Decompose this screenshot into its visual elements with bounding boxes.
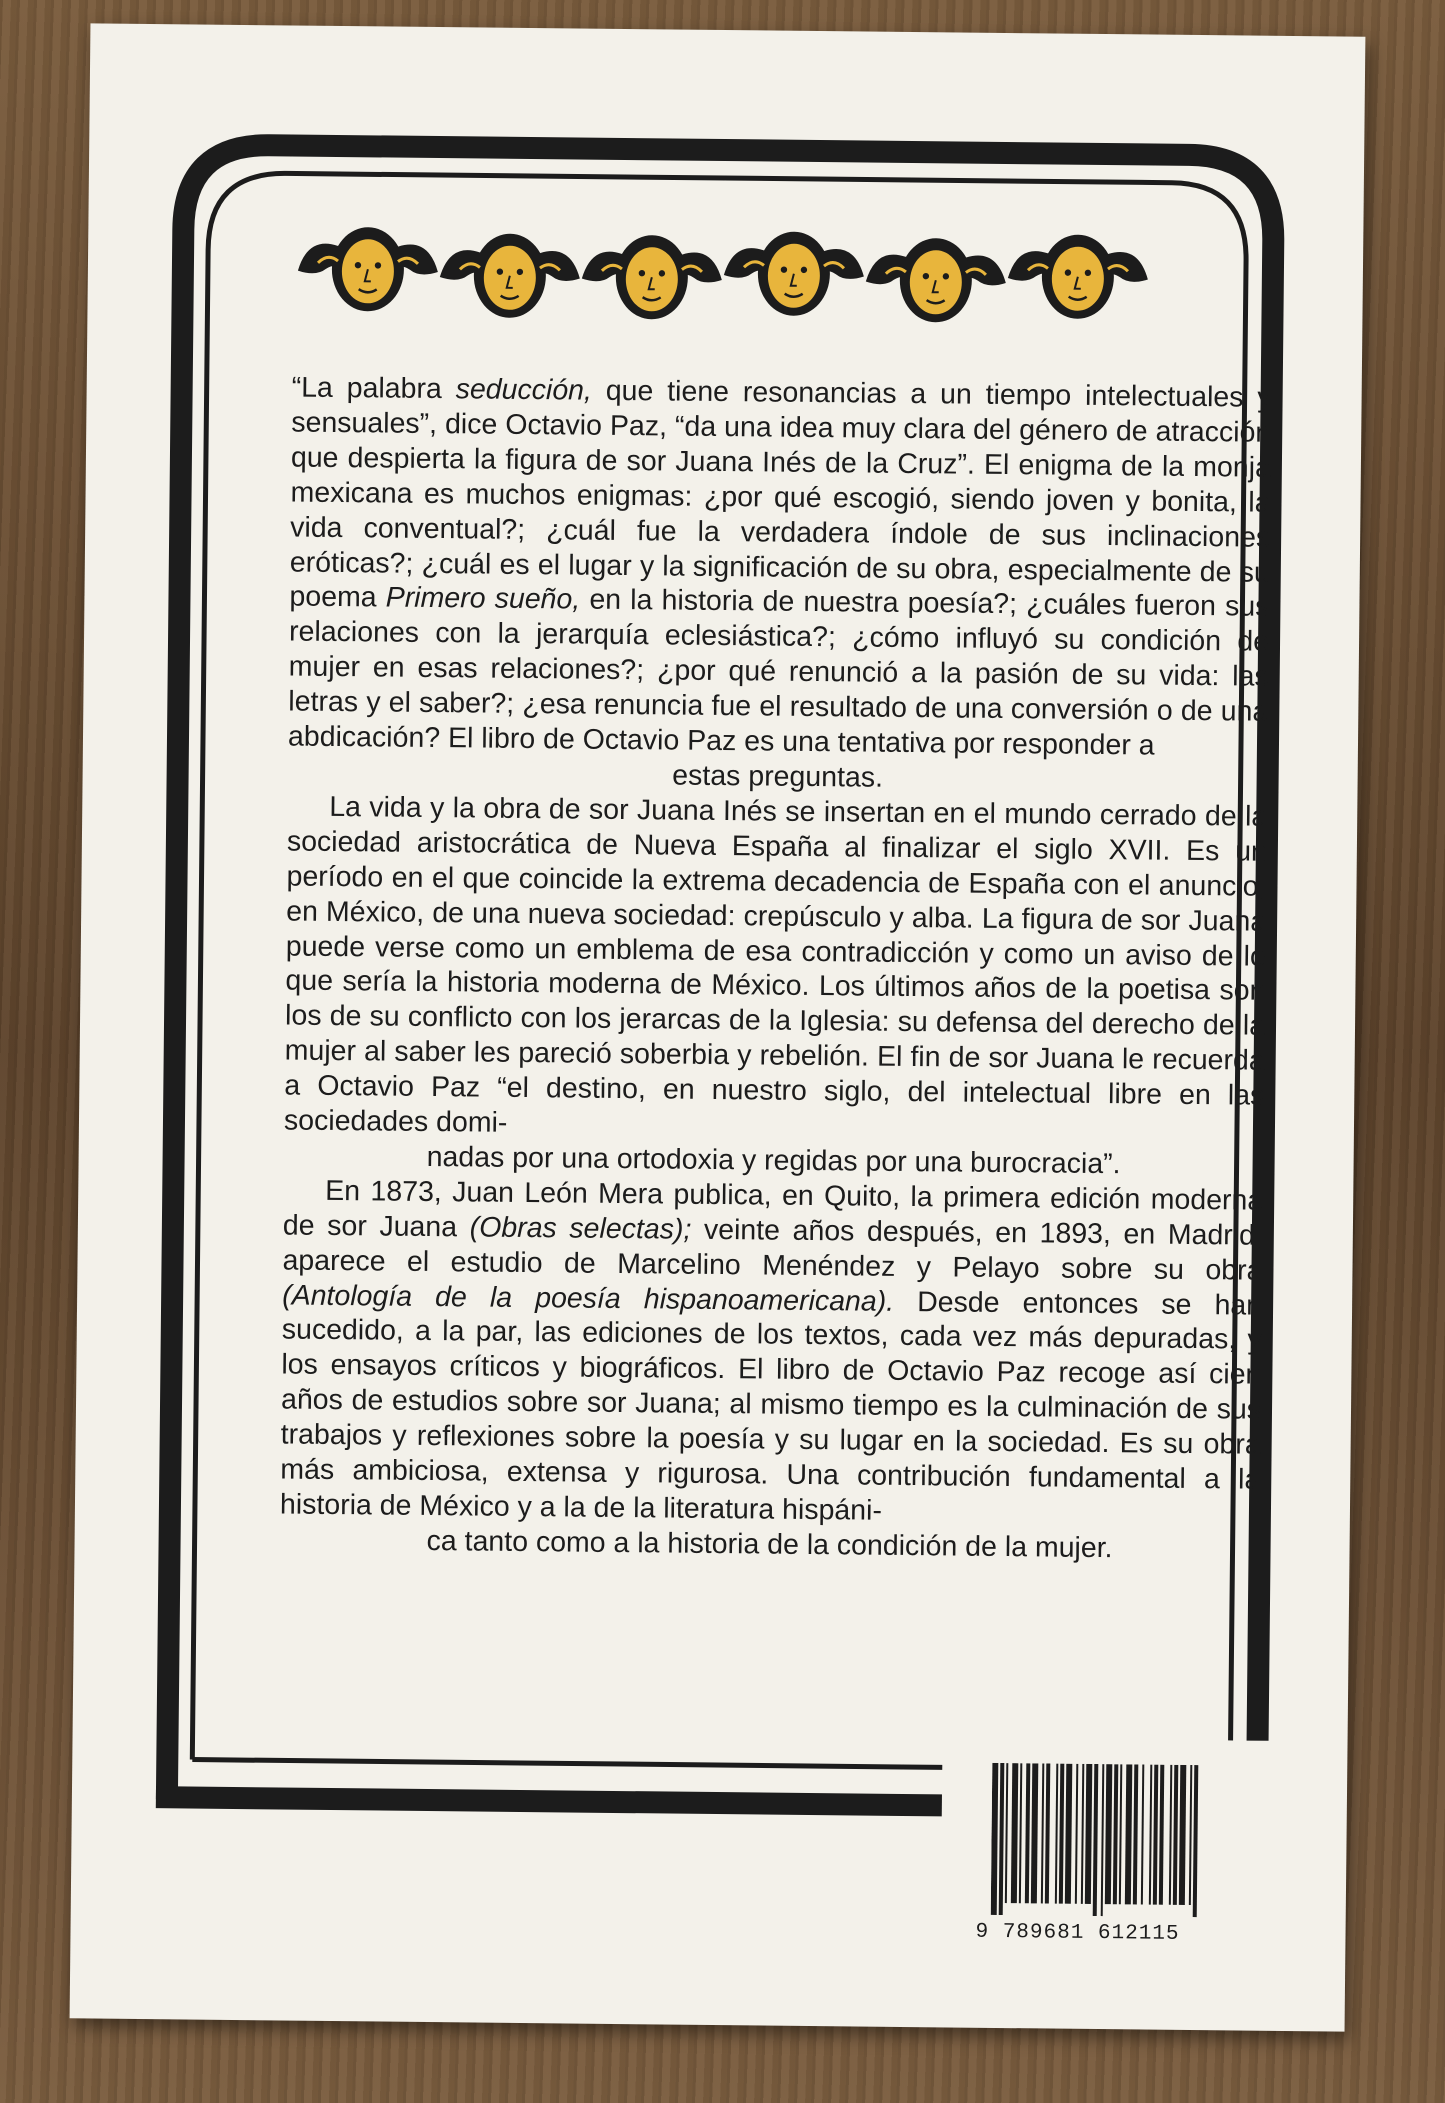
book-back-cover <box>70 23 1366 2031</box>
barcode-bar <box>1045 1763 1050 1903</box>
barcode-bar <box>1159 1765 1164 1905</box>
barcode-bar <box>1011 1763 1018 1903</box>
barcode-bar <box>1169 1765 1172 1905</box>
cherub-ornament-row <box>297 206 1158 335</box>
barcode-bar <box>991 1763 999 1915</box>
isbn-number: 9 789681 612115 <box>975 1920 1180 1946</box>
barcode-bar <box>1101 1764 1105 1916</box>
barcode-bar <box>1059 1764 1064 1904</box>
barcode-bar <box>1133 1764 1138 1904</box>
barcode-bar <box>1113 1764 1118 1904</box>
barcode-bar <box>1005 1763 1008 1903</box>
barcode-bar <box>1149 1765 1152 1905</box>
barcode-bar <box>1125 1764 1132 1904</box>
cherub-icon <box>1007 234 1148 319</box>
cherub-icon <box>723 231 864 316</box>
barcode-bar <box>1081 1764 1084 1904</box>
barcode-bar <box>1025 1763 1030 1903</box>
barcode-bar <box>1141 1764 1144 1904</box>
barcode-bar <box>1193 1765 1199 1917</box>
barcode-bar <box>1105 1764 1112 1904</box>
barcode-bar <box>1075 1764 1078 1904</box>
barcode-bar <box>1173 1765 1178 1905</box>
barcode-bar <box>1041 1763 1044 1903</box>
cherub-icon <box>297 227 438 312</box>
barcode-bar <box>1189 1765 1192 1905</box>
barcode <box>991 1763 1243 1921</box>
blurb-paragraph-2: La vida y la obra de sor Juana Inés se insertan en el mundo cerrado de la sociedad aristocrática de Nueva España al finalizar el siglo XVII. Es un período en el que coincide la extrema decadencia de España con el anuncio, en México, de una nueva sociedad: crepúsculo y alba. La figura de sor Juana puede verse como un emblema de esa contradicción y como un aviso de lo que sería la historia moderna de México. Los últimos años de la poetisa son los de su conflicto con los jerarcas de la Iglesia: su defensa del derecho de la mujer al saber les pareció soberbia y rebelión. El fin de sor Juana le recuerda a Octavio Paz “el destino, en nuestro siglo, del intelectual libre en las sociedades domi- nadas por una ortodoxia y regidas por una burocracia”. <box>283 789 1267 1183</box>
barcode-bar <box>1085 1764 1092 1904</box>
barcode-bar <box>1119 1764 1122 1904</box>
cherub-icon <box>581 235 722 320</box>
blurb-text <box>279 371 1271 1568</box>
blurb-paragraph-3-last-line: ca tanto como a la historia de la condición de la mujer. <box>426 1524 1113 1565</box>
barcode-bar <box>1179 1765 1186 1905</box>
cherub-icon <box>439 233 580 318</box>
barcode-bar <box>1093 1764 1099 1916</box>
blurb-paragraph-1: “La palabra seducción, que tiene resonancias a un tiempo intelectuales y sensuales”, dice Octavio Paz, “da una idea muy clara del género de atracción que despierta la figura de sor Juana Inés de la Cruz”. El enigma de la monja mexicana es muchos enigmas: ¿por qué escogió, siendo joven y bonita, la vida conventual?; ¿cuál fue la verdadera índole de sus inclinaciones eróticas?; ¿cuál es el lugar y la significación de su obra, especialmente de su poema Primero sueño, en la historia de nuestra poesía?; ¿cuáles fueron sus relaciones con la jerarquía eclesiástica?; ¿cómo influyó su condición de mujer en esas relaciones?; ¿por qué renunció a la pasión de su vida: las letras y el saber?; ¿esa renuncia fue el resultado de una conversión o de una abdicación? El libro de Octavio Paz es una tentativa por responder a estas preguntas. <box>287 371 1271 800</box>
blurb-paragraph-2-last-line: nadas por una ortodoxia y regidas por una burocracia”. <box>426 1140 1121 1181</box>
barcode-bar <box>1065 1764 1072 1904</box>
barcode-bar <box>1019 1763 1022 1903</box>
frame-bottom-thin <box>192 1760 942 1768</box>
barcode-bar <box>1055 1764 1058 1904</box>
cherub-icon <box>865 238 1006 323</box>
blurb-paragraph-1-last-line: estas preguntas. <box>672 759 884 794</box>
barcode-bar <box>1031 1763 1038 1903</box>
barcode-bar <box>1153 1765 1158 1905</box>
blurb-paragraph-3: En 1873, Juan León Mera publica, en Quito, la primera edición moderna de sor Juana (Obras selectas); veinte años después, en 1893, en Madrid, aparece el estudio de Marcelino Menéndez y Pelayo sobre su obra (Antología de la poesía hispanoamericana). Desde entonces se han sucedido, a la par, las ediciones de los textos, cada vez más depuradas, y los ensayos críticos y biográficos. El libro de Octavio Paz recoge así cien años de estudios sobre sor Juana; al mismo tiempo es la culminación de sus trabajos y reflexiones sobre la poesía y su lugar en la sociedad. Es su obra más ambiciosa, extensa y rigurosa. Una contribución fundamental a la historia de México y a la de la literatura hispáni- ca tanto como a la historia de la condición de la mujer. <box>279 1173 1263 1567</box>
barcode-bar <box>999 1763 1005 1915</box>
frame-bottom-thick <box>156 1797 942 1805</box>
